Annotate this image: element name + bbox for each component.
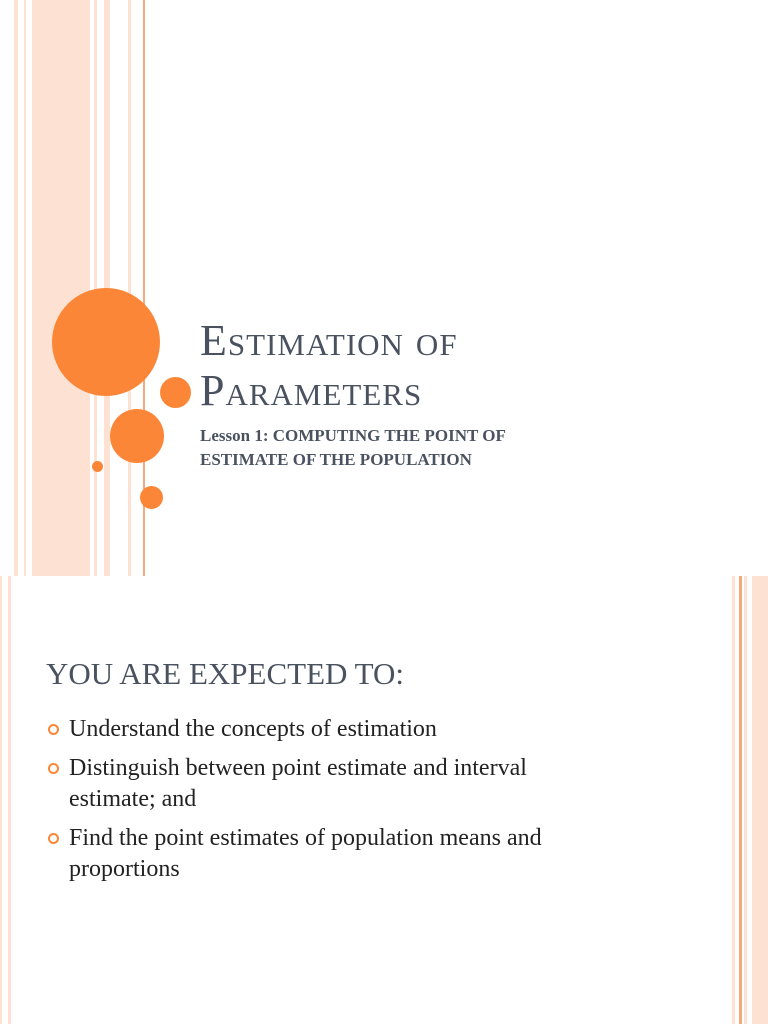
list-item-text: Distinguish between point estimate and interval	[69, 755, 527, 781]
list-item-text: Understand the concepts of estimation	[69, 716, 437, 742]
slide-title	[200, 316, 740, 416]
decorative-circle-tiny	[92, 461, 103, 472]
decorative-stripe	[24, 0, 26, 576]
list-item	[46, 823, 706, 885]
slide-subtitle-line: ESTIMATE OF THE POPULATION	[200, 450, 472, 469]
hollow-circle-bullet-icon	[48, 833, 59, 844]
list-item-text: estimate; and	[69, 786, 197, 812]
list-item-text: Find the point estimates of population means and	[69, 825, 542, 851]
decorative-stripe	[0, 576, 2, 1024]
decorative-circle-small	[160, 377, 191, 408]
hollow-circle-bullet-icon	[48, 763, 59, 774]
decorative-stripe	[8, 576, 11, 1024]
slide-subtitle-line: Lesson 1: COMPUTING THE POINT OF	[200, 426, 506, 445]
list-item	[46, 753, 706, 815]
decorative-circle-small	[140, 486, 163, 509]
decorative-circle-large	[52, 288, 160, 396]
slide-title-line: Estimation of	[200, 316, 458, 365]
slide-heading: YOU ARE EXPECTED TO:	[46, 656, 404, 691]
decorative-stripe	[128, 0, 131, 576]
objectives-slide	[0, 576, 768, 1024]
decorative-stripe	[732, 576, 735, 1024]
decorative-stripe	[744, 576, 747, 1024]
decorative-stripe-line	[739, 576, 742, 1024]
decorative-stripe	[32, 0, 90, 576]
decorative-circle-medium	[110, 409, 164, 463]
slide-subtitle	[200, 424, 720, 472]
decorative-stripe	[752, 576, 768, 1024]
list-item-text: proportions	[69, 856, 180, 882]
decorative-stripe	[14, 0, 18, 576]
objectives-list	[46, 714, 706, 893]
list-item	[46, 714, 706, 745]
slide-title-line: Parameters	[200, 366, 423, 415]
hollow-circle-bullet-icon	[48, 724, 59, 735]
